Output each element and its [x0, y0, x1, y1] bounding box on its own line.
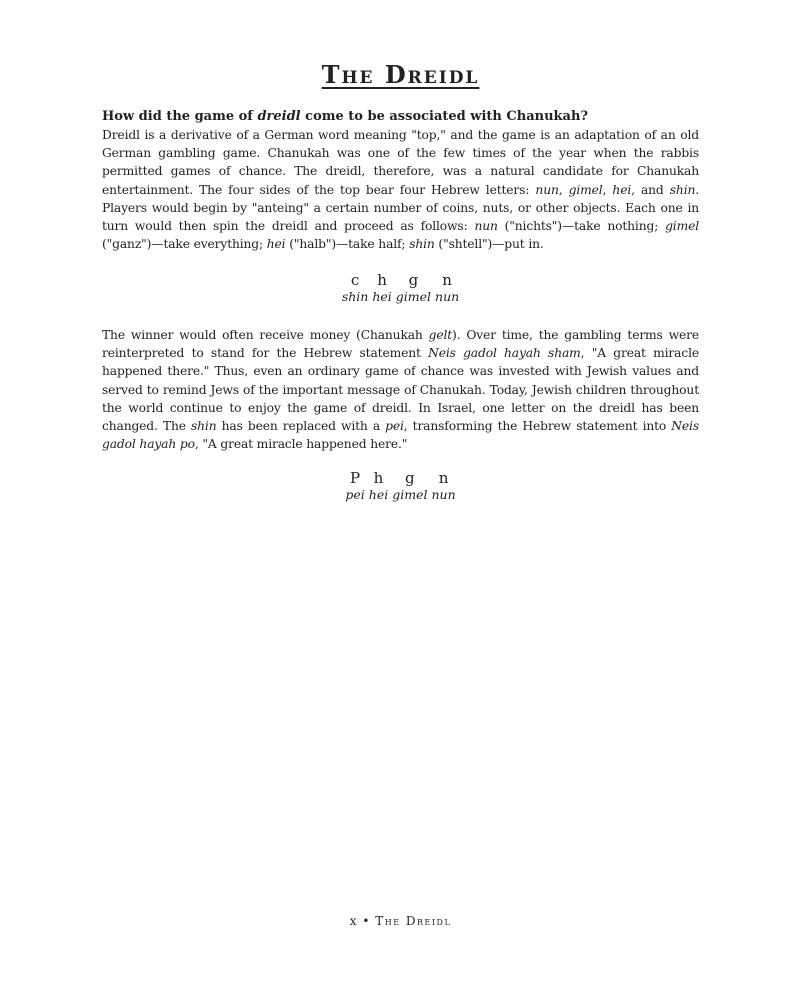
para1-em: hei [612, 182, 632, 197]
para2-text: , "A great miracle happened here." [194, 437, 408, 452]
hebrew-letters-israel [102, 469, 699, 503]
page-number: x [349, 914, 358, 928]
para2-text: The winner would often receive money (Chanukah [102, 328, 429, 342]
para1-text: ("halb")—take half; [285, 237, 410, 252]
para1-text: , and [631, 182, 670, 197]
footer-bullet: • [362, 914, 371, 928]
hebrew-letter-glyph: n [438, 469, 449, 487]
page-title: The Dreidl [321, 60, 480, 89]
page-footer [102, 914, 699, 928]
letter-nun [435, 271, 459, 305]
hebrew-letter-name: hei [372, 289, 392, 304]
para2-em: pei [385, 419, 404, 434]
para1-text: ("nichts")—take nothing; [497, 219, 666, 234]
hebrew-letter-glyph: h [373, 469, 384, 487]
para2-text: has been replaced with a [216, 419, 386, 434]
hebrew-letter-glyph: n [442, 271, 452, 289]
para2-em: Neis gadol hayah po [102, 419, 699, 452]
letter-hei [372, 271, 391, 305]
hebrew-letter-glyph: P [350, 469, 361, 487]
letter-pei [345, 469, 364, 503]
para2-em: Neis gadol hayah sham [428, 346, 581, 361]
para2-text: , "A great miracle happened there." Thus, even an ordinary game of chance was invested with Jewish values and served to remind Jews of the important message of Chanukah. Today, Jewish children throughout the world continue to enjoy the game of dreidl. In Israel, one letter on the dreidl has been changed. The [102, 346, 699, 434]
para1-text: . Players would begin by "anteing" a certain number of coins, nuts, or other objects. Each one in turn would then spin the dreidl and proceed as follows: [102, 182, 700, 234]
para1-em: hei [266, 237, 286, 252]
para1-text: ("ganz")—take everything; [102, 237, 267, 252]
paragraph-origin [102, 126, 699, 253]
letter-gimel [396, 271, 431, 305]
para2-text: , transforming the Hebrew statement into [403, 419, 672, 434]
letter-nun [431, 469, 455, 503]
hebrew-letter-glyph: g [405, 469, 415, 487]
para1-em: shin [409, 237, 435, 252]
para1-text: Dreidl is a derivative of a German word meaning "top," and the game is an adaptation of an old German gambling game. Chanukah was one of the few times of the year when the rabbis permitted games of chance. The dreidl, therefore, was a natural candidate for Chanukah entertainment. The four sides of the top bear four Hebrew letters: [102, 128, 699, 197]
para1-em: shin [669, 182, 696, 197]
paragraph-meaning [102, 326, 699, 453]
para1-em: gimel [568, 182, 603, 197]
hebrew-letters-diaspora [102, 271, 699, 305]
para2-em: gelt [428, 328, 453, 342]
hebrew-letter-name: gimel [392, 487, 428, 502]
hebrew-letter-glyph: h [377, 271, 387, 289]
hebrew-letter-glyph: c [350, 271, 360, 289]
letter-gimel [392, 469, 427, 503]
para1-em: gimel [665, 219, 700, 234]
running-title: The Dreidl [375, 914, 452, 928]
letter-hei [369, 469, 388, 503]
question-emphasis: dreidl [257, 109, 301, 124]
para1-em: nun [474, 219, 498, 234]
question-text-end: come to be associated with Chanukah? [300, 109, 589, 124]
para1-em: nun [535, 182, 559, 197]
para2-em: shin [191, 419, 217, 434]
para1-text: ("shtell")—put in. [434, 237, 544, 252]
hebrew-letter-name: nun [435, 289, 460, 304]
para2-text: ). Over time, the gambling terms were reinterpreted to stand for the Hebrew statement [102, 328, 699, 361]
hebrew-letter-glyph: g [408, 271, 419, 289]
hebrew-letter-name: pei [345, 487, 365, 502]
hebrew-letter-name: nun [431, 487, 456, 502]
question-text-start: How did the game of [102, 109, 258, 124]
hebrew-letter-name: hei [368, 487, 389, 502]
hebrew-letter-name: shin [341, 289, 369, 304]
letter-shin [342, 271, 369, 305]
hebrew-letter-name: gimel [395, 289, 432, 304]
para1-text: , [558, 182, 569, 197]
section-question [102, 108, 699, 126]
para1-text: , [602, 182, 613, 197]
